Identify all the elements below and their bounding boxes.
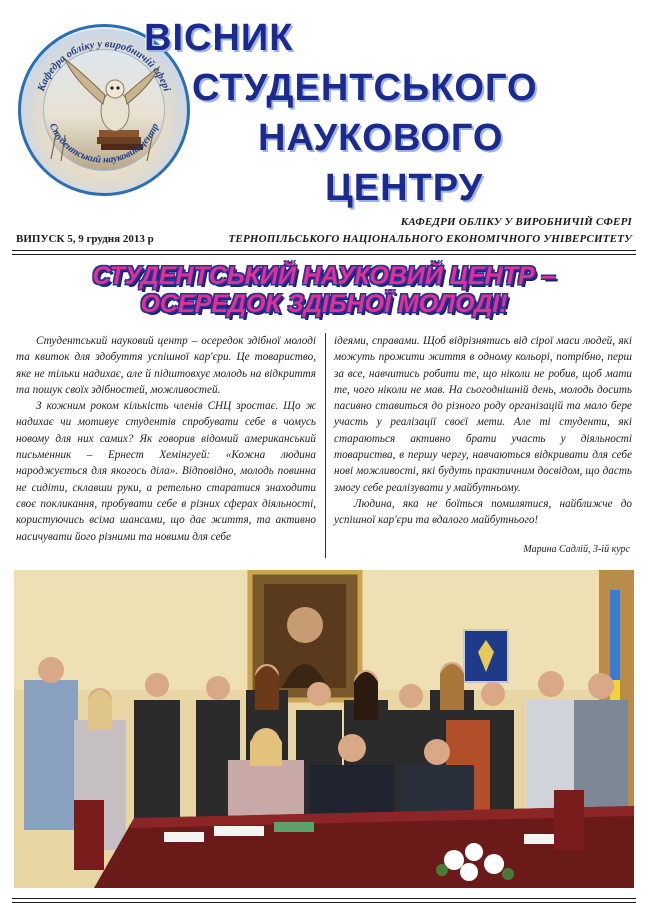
footer-divider-thin xyxy=(12,902,636,903)
newsletter-title-line-3: НАУКОВОГО xyxy=(258,117,504,159)
university-name: ТЕРНОПІЛЬСЬКОГО НАЦІОНАЛЬНОГО ЕКОНОМІЧНОГО УНІВЕРСИТЕТУ xyxy=(228,233,632,245)
headline-line-1: СТУДЕНТСЬКИЙ НАУКОВИЙ ЦЕНТР – xyxy=(92,262,556,290)
article-column-1 xyxy=(16,333,316,545)
article-paragraph: Студентський науковий центр – осередок здібної молоді та квиток для здобуття успішної кар'єри. Це товариство, яке не тільки надихає, але й підштовхує молодь на відкриття та пошук своїх здібностей, можливостей. xyxy=(16,335,316,396)
article-paragraph: ідеями, справами. Щоб відрізнятись від сірої маси людей, які можуть прожити життя в одному кольорі, потрібно, перш за все, навчитись робити те, що ніколи не робив, щоб мати те, чого ніколи не мав. На сьогоднішній день, молодь досить пасивно ставиться до різного роду організацій та мало бере участь у реалізації своєї мети. Але ті студенти, які стараються активно брати участь у діяльності товариства, в першу чергу, навчаються відкривати для себе нові можливості, які будуть практичним досвідом, що дасть змогу себе реалізувати у майбутньому. xyxy=(334,335,632,494)
newsletter-title-line-2: СТУДЕНТСЬКОГО xyxy=(192,67,538,109)
newsletter-title-line-1: ВІСНИК xyxy=(144,17,294,59)
headline-line-2: ОСЕРЕДОК ЗДІБНОЇ МОЛОДІ! xyxy=(140,290,508,318)
header-divider-thin xyxy=(12,254,636,255)
department-name: КАФЕДРИ ОБЛІКУ У ВИРОБНИЧІЙ СФЕРІ xyxy=(400,216,632,228)
logo-ring-bottom-text: Студентський науковий центр xyxy=(46,121,162,166)
svg-text:Студентський науковий центр xyxy=(47,122,161,166)
issue-number-date: ВИПУСК 5, 9 грудня 2013 р xyxy=(16,233,154,245)
header-divider-thick xyxy=(12,250,636,251)
article-paragraph: Людина, яка не боїться помилятися, найближче до успішної кар'єри та вдалого майбутнього! xyxy=(334,497,632,527)
group-photo xyxy=(14,570,634,888)
footer-divider-thick xyxy=(12,898,636,899)
article-column-2 xyxy=(334,333,632,529)
newsletter-title-line-4: ЦЕНТРУ xyxy=(325,167,484,209)
article-author: Марина Садлій, 3-ій курс xyxy=(523,544,630,555)
article-paragraph: З кожним роком кількість членів СНЦ зростає. Що ж надихає чи мотивує студентів спробувати себе в чомусь новому для них самих? Як говорив відомий американський письменник – Ернест Хемінгуей: «Кожна людина народжується для якогось діла». Відповідно, молодь повинна не сидіти, склавши руки, а ретельно старатися знаходити своє покликання, пробувати себе в різних сферах діяльності, користуючись всіма шансами, що дає життя, та активно насичувати його різними та новими для себе xyxy=(16,400,316,543)
logo-ring-top-text: Кафедра обліку у виробничій сфері xyxy=(36,38,172,93)
column-divider xyxy=(325,333,326,558)
group-photo-illustration xyxy=(14,570,634,888)
